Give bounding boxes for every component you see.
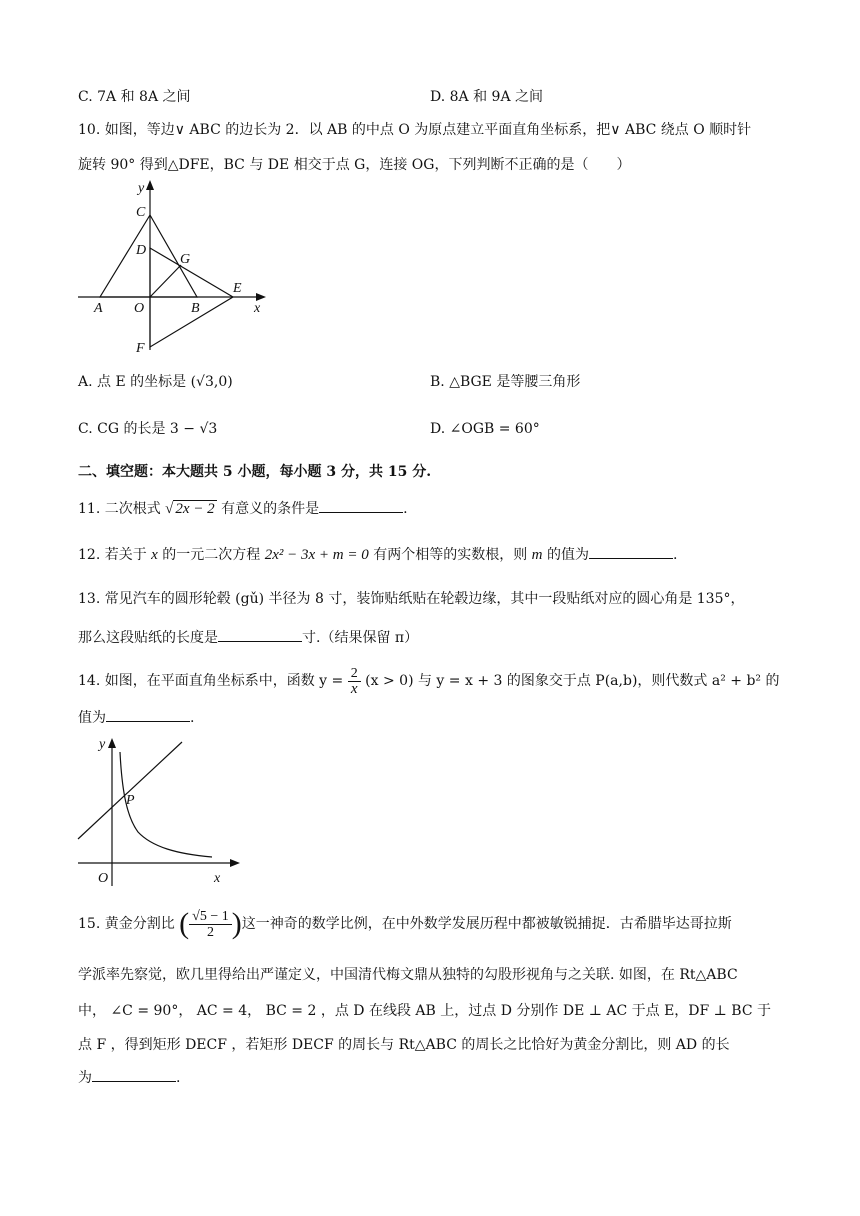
q12-var2: m [531,547,543,563]
q11-radicand: 2x − 2 [175,501,215,517]
q13-answer-blank[interactable] [218,627,302,642]
q14-figure [72,732,252,892]
q10-option-a: A. 点 E 的坐标是 (√3,0) [78,374,233,390]
fig10-label-e: E [233,281,242,296]
fig10-label-y: y [138,181,145,196]
fig10-label-g: G [180,252,191,267]
q13-line2-pre: 那么这段贴纸的长度是 [78,630,218,646]
q15-end: . [176,1070,181,1086]
q10-option-c: C. CG 的长是 3 − √3 [78,421,218,437]
q12-end: . [672,547,678,563]
q13-line1: 13. 常见汽车的圆形轮毂 (gǔ) 半径为 8 寸，装饰贴纸贴在轮毂边缘，其中一段贴纸对应的圆心角是 135°， [78,591,745,607]
fig10-label-x: x [254,301,261,316]
fig10-label-a: A [94,301,103,316]
fig10-label-d: D [136,243,147,258]
q9-option-c: C. 7A 和 8A 之间 [78,89,191,105]
q15-frac-den: 2 [206,924,214,940]
q11: 11. 二次根式 √ 2x − 2 有意义的条件是 . [78,498,408,519]
q9-option-d: D. 8A 和 9A 之间 [430,89,544,105]
q11-post: 有意义的条件是 [221,501,320,517]
q14-frac-num: 2 [348,666,361,682]
q12-mid: 的一元二次方程 [162,547,261,563]
q11-pre: 11. 二次根式 [78,501,161,517]
q15-fraction [189,909,232,940]
q15-line5-pre: 为 [78,1070,92,1086]
fig10-label-c: C [136,205,146,220]
q11-answer-blank[interactable] [319,498,403,513]
q14-frac-den: x [350,680,358,697]
q13-line2-post: 寸.（结果保留 π） [302,630,419,646]
q10-figure [70,178,280,358]
q12-answer-blank[interactable] [589,544,673,559]
fig10-label-o: O [134,301,145,316]
q12-pre: 12. 若关于 [78,547,147,563]
fig10-label-b: B [191,301,200,316]
q14-fraction [348,666,361,697]
q12-equation: 2x² − 3x + m = 0 [264,547,369,563]
q15-line1: 15. 黄金分割比 ( $\frac{√5 - 1}{2}$ )这一神奇的数学比例，在中外数学发展历程中都被敏锐捕捉．古希腊毕达哥拉斯 [78,907,732,940]
q12-post: 有两个相等的实数根，则 [373,547,528,563]
q15-frac-num: √5 − 1 [189,909,232,925]
q11-end: . [403,501,408,517]
q14-line2 [78,707,194,728]
fig14-label-p: P [126,793,135,808]
fig14-label-x: x [214,871,221,886]
q10-stem-line1: 10. 如图，等边∨ ABC 的边长为 2．以 AB 的中点 O 为原点建立平面直角坐标系，把∨ ABC 绕点 O 顺时针 [78,122,752,138]
q15-pre: 15. 黄金分割比 [78,916,175,932]
q15-answer-blank[interactable] [92,1067,176,1082]
q14-end: . [190,710,195,726]
fig10-label-f: F [136,341,145,356]
q15-line5 [78,1067,180,1088]
q10-stem-line2: 旋转 90° 得到△DFE，BC 与 DE 相交于点 G，连接 OG，下列判断不正确的是（ ） [78,157,631,173]
q15-post: 这一神奇的数学比例，在中外数学发展历程中都被敏锐捕捉．古希腊毕达哥拉斯 [241,916,732,932]
q10-option-d: D. ∠OGB = 60° [430,421,540,437]
q15-line3: 中， ∠C = 90°， AC = 4， BC = 2 ，点 D 在线段 AB 上，过点 D 分别作 DE ⊥ AC 于点 E，DF ⊥ BC 于 [78,1003,772,1019]
q15-line4: 点 F ，得到矩形 DECF ，若矩形 DECF 的周长与 Rt△ABC 的周长之比恰好为黄金分割比，则 AD 的长 [78,1037,730,1053]
q12-var: x [151,547,158,563]
q14-mid: (x > 0) 与 y = x + 3 的图象交于点 P(a,b)，则代数式 a² + b² 的 [365,673,780,689]
section2-heading: 二、填空题：本大题共 5 小题，每小题 3 分，共 15 分. [78,464,432,480]
q14-answer-blank[interactable] [106,707,190,722]
q10-option-b: B. △BGE 是等腰三角形 [430,374,581,390]
q14-pre: 14. 如图，在平面直角坐标系中，函数 y = [78,673,344,689]
fig14-label-o: O [98,871,109,886]
q12-post2: 的值为 [546,547,589,563]
fig14-label-y: y [99,737,106,752]
q14-line2-pre: 值为 [78,710,106,726]
q14-line1 [78,664,779,698]
q13-line2 [78,627,418,648]
q12 [78,544,677,565]
q15-line2: 学派率先察觉，欧几里得给出严谨定义，中国清代梅文鼎从独特的勾股形视角与之关联. 如图，在 Rt△ABC [78,967,738,983]
